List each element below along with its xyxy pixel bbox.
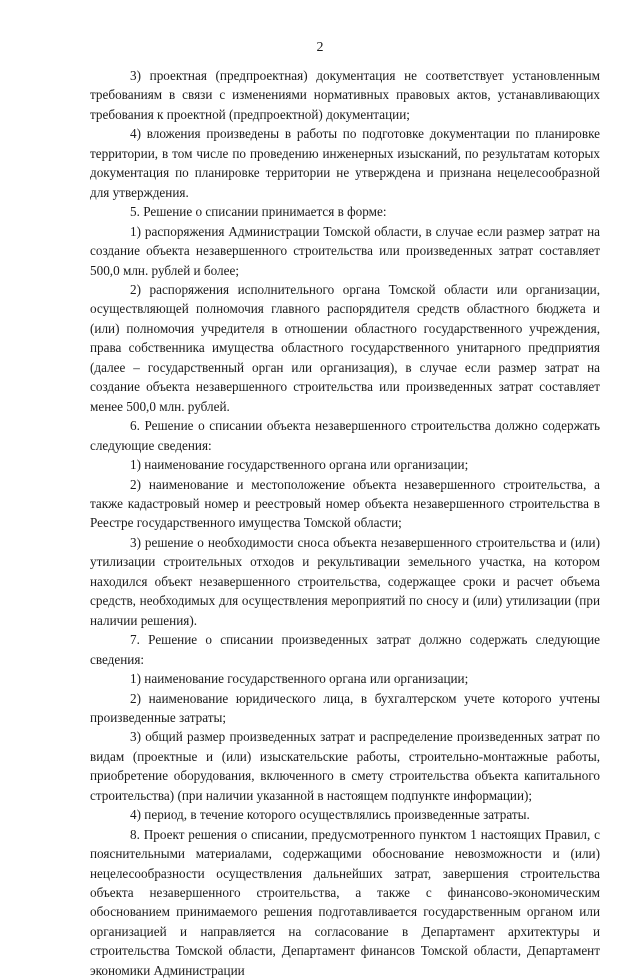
document-body <box>90 66 600 980</box>
paragraph: 3) решение о необходимости сноса объекта незавершенного строительства и (или) утилизации строительных отходов и рекультивации земельного участка, на котором находился объект незавершенного строительства, содержащее сроки и расчет объема средств, необходимых для осуществления мероприятий по сносу и (или) утилизации (при наличии решения). <box>90 534 600 628</box>
paragraph: 1) наименование государственного органа или организации; <box>130 457 469 473</box>
paragraph: 6. Решение о списании объекта незавершенного строительства должно содержать следующие сведения: <box>90 418 600 453</box>
paragraph: 3) общий размер произведенных затрат и распределение произведенных затрат по видам (проектные и (или) изыскательские работы, строительно-монтажные работы, приобретение оборудования, включенного в смету строительства объекта капитального строительства) (при наличии указанной в настоящем подпункте информации); <box>90 729 600 803</box>
paragraph: 5. Решение о списании принимается в форме: <box>130 204 387 220</box>
paragraph: 4) период, в течение которого осуществлялись произведенные затраты. <box>130 807 530 823</box>
paragraph: 3) проектная (предпроектная) документация не соответствует установленным требованиям в связи с изменениями нормативных правовых актов, устанавливающих требования к проектной (предпроектной) документации; <box>90 68 600 122</box>
paragraph: 1) распоряжения Администрации Томской области, в случае если размер затрат на создание объекта незавершенного строительства или произведенных затрат составляет 500,0 млн. рублей и более; <box>90 223 600 278</box>
paragraph: 2) наименование юридического лица, в бухгалтерском учете которого учтены произведенные затраты; <box>90 690 600 725</box>
page-number: 2 <box>316 40 324 55</box>
paragraph: 7. Решение о списании произведенных затрат должно содержать следующие сведения: <box>90 632 600 667</box>
paragraph: 1) наименование государственного органа или организации; <box>130 671 469 687</box>
paragraph: 2) распоряжения исполнительного органа Томской области или организации, осуществляющей полномочия главного распорядителя средств областного бюджета и (или) полномочия учредителя в отношении областного государственного учреждения, права собственника имущества областного государственного унитарного предприятия (далее – государственный орган или организация), в случае если размер затрат на создание объекта незавершенного строительства или произведенных затрат составляет менее 500,0 млн. рублей. <box>90 281 600 414</box>
paragraph: 2) наименование и местоположение объекта незавершенного строительства, а также кадастровый номер и реестровый номер объекта незавершенного строительства в Реестре государственного имущества Томской области; <box>90 476 600 531</box>
paragraph: 8. Проект решения о списании, предусмотренного пунктом 1 настоящих Правил, с пояснительными материалами, содержащими обоснование невозможности и (или) нецелесообразности осуществления дальнейших затрат, завершения строительства объекта незавершенного строительства, а также с финансово-экономическим обоснованием принимаемого решения подготавливается государственным органом или организацией и направляется на согласование в Департамент архитектуры и строительства Томской области, Департамент финансов Томской области, Департамент экономики Администрации <box>90 826 600 978</box>
paragraph: 4) вложения произведены в работы по подготовке документации по планировке территории, в том числе по проведению инженерных изысканий, по результатам которых документация по планировке территории не утверждена и признана нецелесообразной для утверждения. <box>90 126 600 200</box>
